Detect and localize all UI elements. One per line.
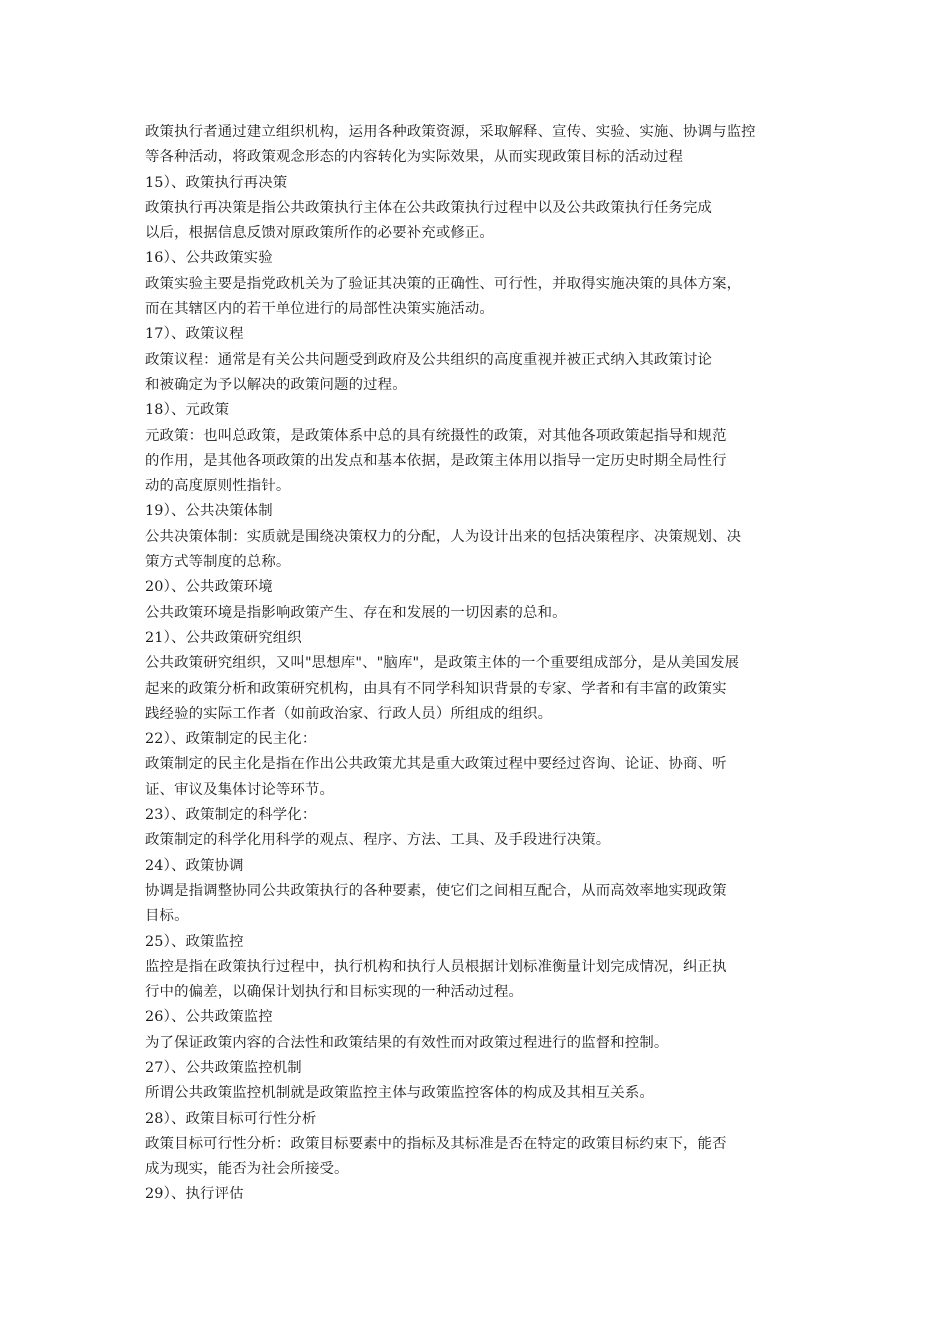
text-line: 和被确定为予以解决的政策问题的过程。 [145,376,407,393]
text-line: 公共决策体制：实质就是围绕决策权力的分配，人为设计出来的包括决策程序、决策规划、决 [145,528,742,545]
text-line: 等各种活动，将政策观念形态的内容转化为实际效果，从而实现政策目标的活动过程 [145,149,684,166]
text-line: 证、审议及集体讨论等环节。 [145,781,335,798]
section-heading: 27）、公共政策监控机制 [145,1059,302,1076]
text-line: 以后，根据信息反馈对原政策所作的必要补充或修正。 [145,225,494,242]
section-heading: 21）、公共政策研究组织 [145,629,302,646]
text-line: 公共政策环境是指影响政策产生、存在和发展的一切因素的总和。 [145,604,567,621]
section-heading: 23）、政策制定的科学化： [145,807,317,824]
text-line: 政策目标可行性分析：政策目标要素中的指标及其标准是否在特定的政策目标约束下，能否 [145,1135,727,1152]
text-line: 而在其辖区内的若干单位进行的局部性决策实施活动。 [145,301,494,318]
text-line: 的作用，是其他各项政策的出发点和基本依据，是政策主体用以指导一定历史时期全局性行 [145,452,727,469]
text-line: 政策实验主要是指党政机关为了验证其决策的正确性、可行性，并取得实施决策的具体方案， [145,275,742,292]
text-line: 政策议程：通常是有关公共问题受到政府及公共组织的高度重视并被正式纳入其政策讨论 [145,351,713,368]
section-heading: 28）、政策目标可行性分析 [145,1110,317,1127]
text-line: 监控是指在政策执行过程中，执行机构和执行人员根据计划标准衡量计划完成情况，纠正执 [145,958,727,975]
text-line: 为了保证政策内容的合法性和政策结果的有效性而对政策过程进行的监督和控制。 [145,1034,669,1051]
section-heading: 20）、公共政策环境 [145,579,273,596]
section-heading: 18）、元政策 [145,402,230,419]
section-heading: 24）、政策协调 [145,857,244,874]
text-line: 起来的政策分析和政策研究机构，由具有不同学科知识背景的专家、学者和有丰富的政策实 [145,680,727,697]
text-line: 目标。 [145,908,189,925]
text-line: 协调是指调整协同公共政策执行的各种要素，使它们之间相互配合，从而高效率地实现政策 [145,882,727,899]
text-line: 践经验的实际工作者（如前政治家、行政人员）所组成的组织。 [145,705,553,722]
text-line: 元政策：也叫总政策，是政策体系中总的具有统摄性的政策，对其他各项政策起指导和规范 [145,427,727,444]
text-line: 公共政策研究组织，又叫"思想库"、"脑库"，是政策主体的一个重要组成部分，是从美国发展 [145,655,740,672]
text-line: 政策制定的民主化是指在作出公共政策尤其是重大政策过程中要经过咨询、论证、协商、听 [145,756,727,773]
section-heading: 26）、公共政策监控 [145,1009,273,1026]
section-heading: 22）、政策制定的民主化： [145,731,317,748]
text-line: 策方式等制度的总称。 [145,554,291,571]
section-heading: 29）、执行评估 [145,1186,244,1203]
text-line: 政策制定的科学化用科学的观点、程序、方法、工具、及手段进行决策。 [145,832,611,849]
text-line: 政策执行再决策是指公共政策执行主体在公共政策执行过程中以及公共政策执行任务完成 [145,199,713,216]
section-heading: 19）、公共决策体制 [145,503,273,520]
text-line: 所谓公共政策监控机制就是政策监控主体与政策监控客体的构成及其相互关系。 [145,1085,654,1102]
text-line: 行中的偏差，以确保计划执行和目标实现的一种活动过程。 [145,984,524,1001]
text-line: 动的高度原则性指针。 [145,478,291,495]
section-heading: 16）、公共政策实验 [145,250,273,267]
text-line: 政策执行者通过建立组织机构，运用各种政策资源，采取解释、宣传、实验、实施、协调与监控 [145,124,756,140]
section-heading: 25）、政策监控 [145,933,244,950]
text-line: 成为现实，能否为社会所接受。 [145,1161,349,1178]
section-heading: 17）、政策议程 [145,326,244,343]
section-heading: 15）、政策执行再决策 [145,174,288,191]
document-body [145,120,815,1208]
